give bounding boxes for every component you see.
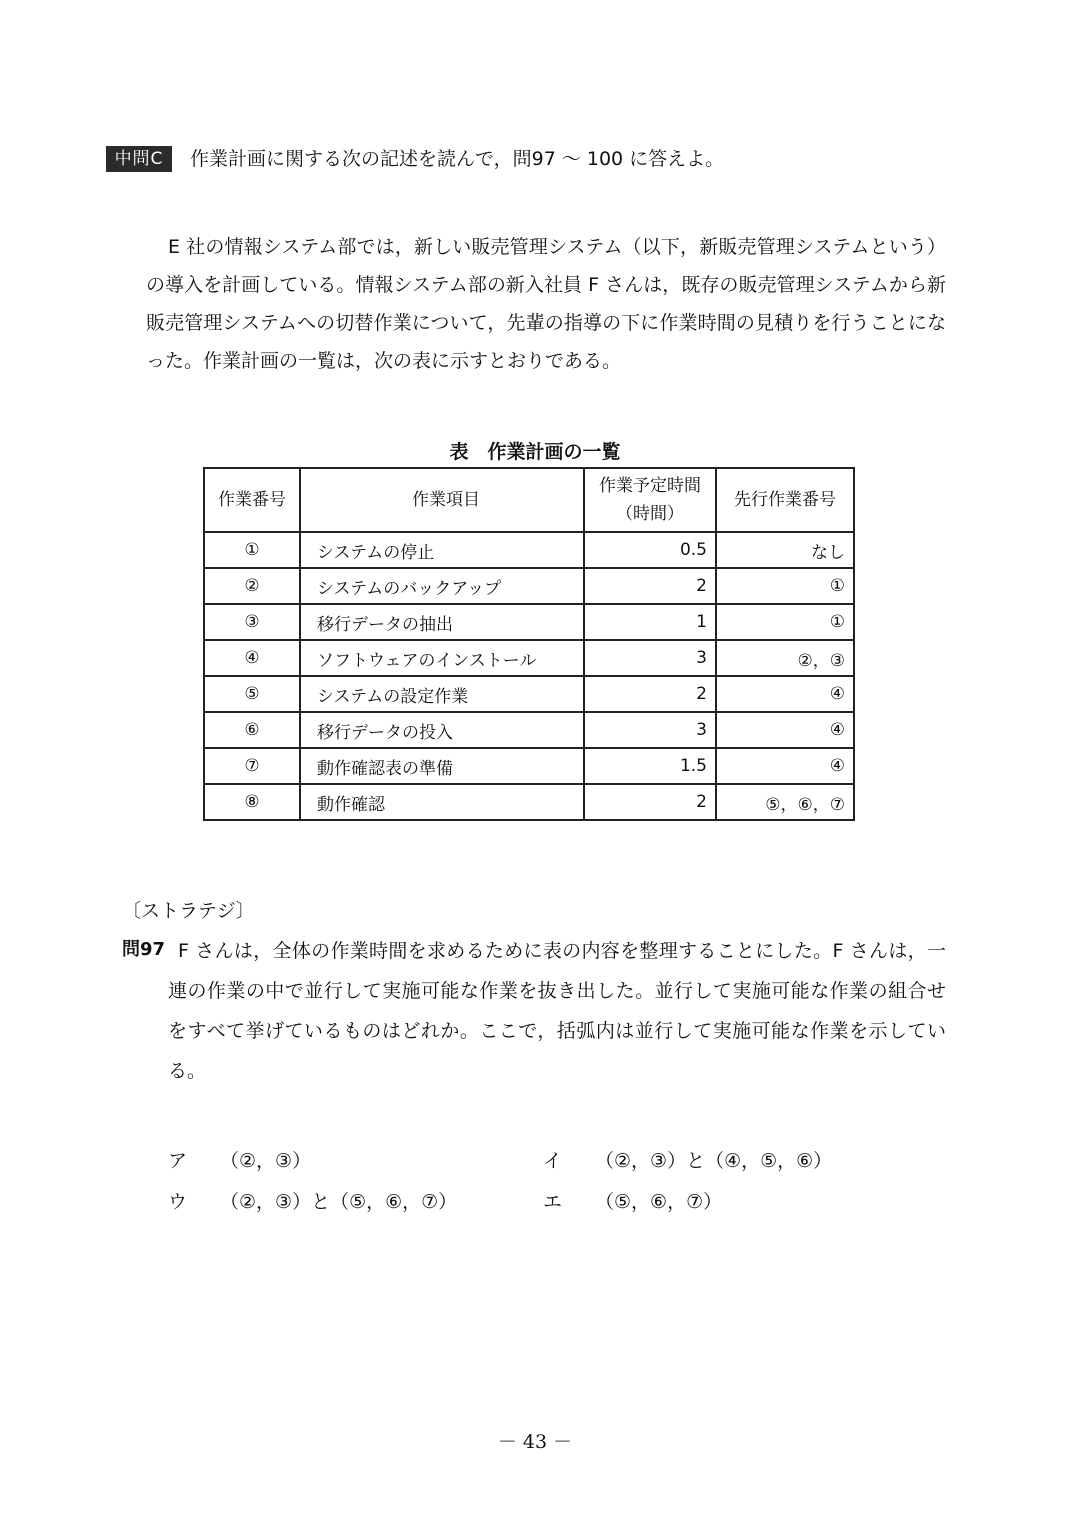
choice-text: （②，③）と（⑤，⑥，⑦） [220, 1191, 458, 1213]
table-row [204, 604, 854, 640]
task-item-cell: システムの設定作業 [300, 676, 584, 712]
section-heading: 作業計画に関する次の記述を読んで，問97 ～ 100 に答えよ。 [190, 148, 725, 170]
choice-text: （②，③）と（④，⑤，⑥） [595, 1150, 833, 1172]
task-number-cell: ③ [204, 604, 300, 640]
table-row [204, 640, 854, 676]
section-badge: 中問C [106, 146, 172, 172]
table-row [204, 784, 854, 820]
task-number-cell: ⑦ [204, 748, 300, 784]
choice-e[interactable] [543, 1187, 722, 1217]
choice-i[interactable] [543, 1146, 832, 1176]
category-heading: 〔ストラテジ〕 [122, 900, 255, 922]
task-item-cell: ソフトウェアのインストール [300, 640, 584, 676]
planned-time-cell: 2 [584, 568, 716, 604]
table-title: 表 作業計画の一覧 [449, 441, 621, 463]
task-number-cell: ④ [204, 640, 300, 676]
task-item-cell: 動作確認表の準備 [300, 748, 584, 784]
choice-label: ウ [168, 1191, 188, 1213]
task-number-cell: ⑤ [204, 676, 300, 712]
task-number-cell: ② [204, 568, 300, 604]
header-task-item: 作業項目 [300, 468, 584, 532]
predecessor-cell: ④ [716, 676, 854, 712]
table-row [204, 676, 854, 712]
predecessor-cell: ① [716, 568, 854, 604]
predecessor-cell: なし [716, 532, 854, 568]
task-number-cell: ⑧ [204, 784, 300, 820]
table-header-row [204, 468, 854, 532]
table-row [204, 532, 854, 568]
choice-text: （②，③） [220, 1150, 312, 1172]
table-row [204, 748, 854, 784]
header-predecessor: 先行作業番号 [716, 468, 854, 532]
choice-label: イ [543, 1150, 563, 1172]
table-row [204, 568, 854, 604]
task-item-cell: 移行データの投入 [300, 712, 584, 748]
task-item-cell: 動作確認 [300, 784, 584, 820]
header-planned-time-line1: 作業予定時間 [599, 476, 701, 496]
question-text: F さんは，全体の作業時間を求めるために表の内容を整理することにした。F さんは，一連の作業の中で並行して実施可能な作業を抜き出した。並行して実施可能な作業の組合せをすべて挙げているものはどれか。ここで，括弧内は並行して実施可能な作業を示している。 [168, 940, 946, 1082]
predecessor-cell: ① [716, 604, 854, 640]
planned-time-cell: 0.5 [584, 532, 716, 568]
task-item-cell: システムの停止 [300, 532, 584, 568]
planned-time-cell: 3 [584, 712, 716, 748]
planned-time-cell: 2 [584, 676, 716, 712]
task-item-cell: システムのバックアップ [300, 568, 584, 604]
planned-time-cell: 3 [584, 640, 716, 676]
table-row [204, 712, 854, 748]
header-task-number: 作業番号 [204, 468, 300, 532]
choice-label: ア [168, 1150, 188, 1172]
predecessor-cell: ④ [716, 748, 854, 784]
work-plan-table [203, 467, 855, 821]
question-number: 問97 [122, 939, 166, 960]
task-item-cell: 移行データの抽出 [300, 604, 584, 640]
header-planned-time [584, 468, 716, 532]
task-number-cell: ⑥ [204, 712, 300, 748]
choice-u[interactable] [168, 1187, 457, 1217]
choice-a[interactable] [168, 1146, 311, 1176]
planned-time-cell: 1 [584, 604, 716, 640]
choice-label: エ [543, 1191, 563, 1213]
predecessor-cell: ④ [716, 712, 854, 748]
predecessor-cell: ②，③ [716, 640, 854, 676]
choice-text: （⑤，⑥，⑦） [595, 1191, 723, 1213]
page-number: － 43 － [497, 1431, 573, 1453]
planned-time-cell: 2 [584, 784, 716, 820]
header-planned-time-line2: （時間） [616, 504, 684, 524]
planned-time-cell: 1.5 [584, 748, 716, 784]
intro-paragraph: E 社の情報システム部では，新しい販売管理システム（以下，新販売管理システムという）の導入を計画している。情報システム部の新入社員 F さんは，既存の販売管理システムから新販売管理システムへの切替作業について，先輩の指導の下に作業時間の見積りを行うことになった。作業計画の一覧は，次の表に示すとおりである。 [146, 236, 946, 372]
predecessor-cell: ⑤，⑥，⑦ [716, 784, 854, 820]
task-number-cell: ① [204, 532, 300, 568]
